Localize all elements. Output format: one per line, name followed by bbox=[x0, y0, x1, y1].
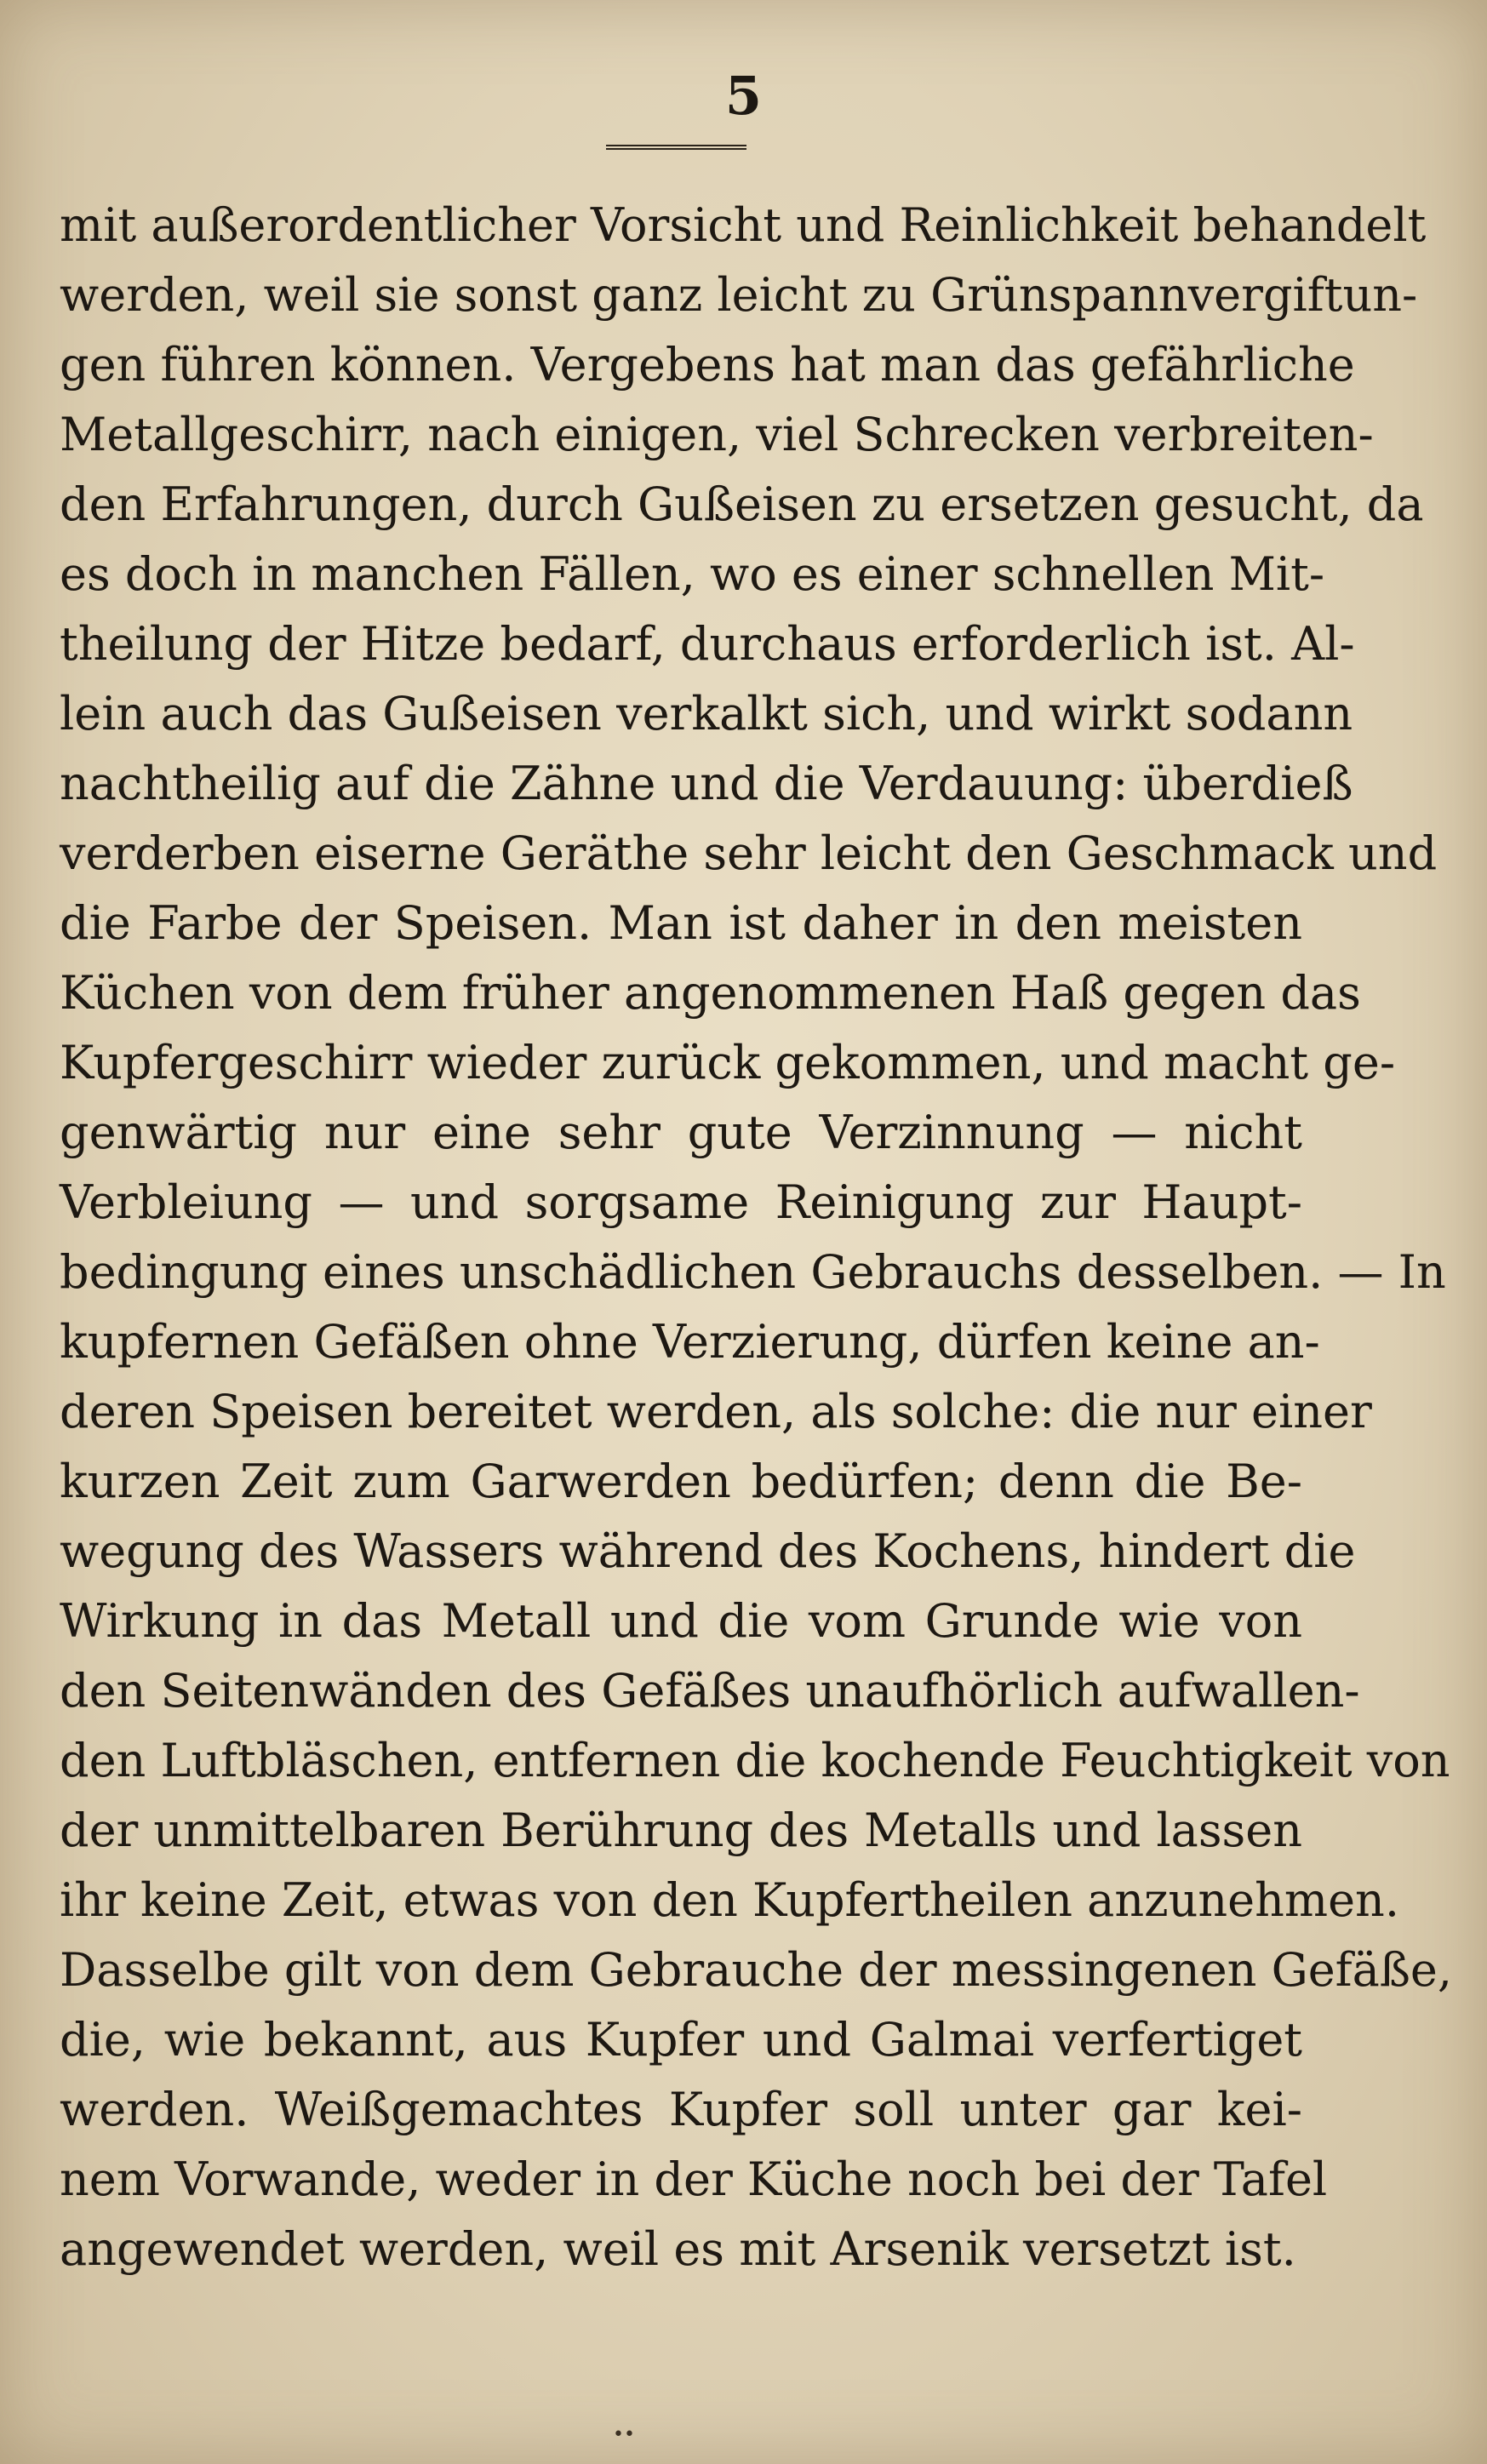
text-line: werden, weil sie sonst ganz leicht zu Grünspannvergiftun- bbox=[60, 268, 1418, 322]
text-line: Metallgeschirr, nach einigen, viel Schrecken verbreiten- bbox=[60, 408, 1374, 461]
text-line: die, wie bekannt, aus Kupfer und Galmai verfertiget bbox=[60, 2013, 1302, 2067]
text-line: Wirkung in das Metall und die vom Grunde wie von bbox=[60, 1594, 1302, 1648]
text-line: theilung der Hitze bedarf, durchaus erforderlich ist. Al- bbox=[60, 617, 1355, 671]
text-line: der unmittelbaren Berührung des Metalls und lassen bbox=[60, 1804, 1302, 1857]
text-line: verderben eiserne Geräthe sehr leicht den Geschmack und bbox=[60, 826, 1438, 880]
text-line: nem Vorwande, weder in der Küche noch bei der Tafel bbox=[60, 2152, 1328, 2206]
text-line: genwärtig nur eine sehr gute Verzinnung — nicht bbox=[60, 1106, 1302, 1159]
text-line: gen führen können. Vergebens hat man das gefährliche bbox=[60, 338, 1355, 392]
text-line: wegung des Wassers während des Kochens, hindert die bbox=[60, 1524, 1356, 1578]
text-line: lein auch das Gußeisen verkalkt sich, und wirkt sodann bbox=[60, 687, 1353, 740]
text-line: den Erfahrungen, durch Gußeisen zu ersetzen gesucht, da bbox=[60, 477, 1424, 531]
text-line: kupfernen Gefäßen ohne Verzierung, dürfen keine an- bbox=[60, 1315, 1320, 1369]
text-line: Küchen von dem früher angenommenen Haß gegen das bbox=[60, 966, 1361, 1020]
text-line: es doch in manchen Fällen, wo es einer schnellen Mit- bbox=[60, 547, 1325, 601]
text-line: ihr keine Zeit, etwas von den Kupfertheilen anzunehmen. bbox=[60, 1873, 1399, 1927]
text-line: Kupfergeschirr wieder zurück gekommen, und macht ge- bbox=[60, 1036, 1396, 1089]
page-number: 5 bbox=[724, 65, 763, 127]
text-line: den Seitenwänden des Gefäßes unaufhörlich aufwallen- bbox=[60, 1664, 1360, 1718]
text-line: bedingung eines unschädlichen Gebrauchs desselben. — In bbox=[60, 1245, 1446, 1299]
text-line: nachtheilig auf die Zähne und die Verdauung: überdieß bbox=[60, 757, 1353, 810]
header-rule bbox=[606, 145, 746, 150]
text-line: kurzen Zeit zum Garwerden bedürfen; denn die Be- bbox=[60, 1455, 1302, 1508]
text-line: die Farbe der Speisen. Man ist daher in den meisten bbox=[60, 896, 1302, 950]
text-line: werden. Weißgemachtes Kupfer soll unter gar kei- bbox=[60, 2083, 1302, 2136]
text-line-last: angewendet werden, weil es mit Arsenik versetzt ist. bbox=[60, 2222, 1296, 2276]
bottom-mark: •• bbox=[613, 2424, 635, 2445]
text-line: Verbleiung — und sorgsame Reinigung zur Haupt- bbox=[60, 1175, 1302, 1229]
text-line: deren Speisen bereitet werden, als solche: die nur einer bbox=[60, 1385, 1372, 1438]
text-line: Dasselbe gilt von dem Gebrauche der messingenen Gefäße, bbox=[60, 1943, 1453, 1997]
body-text bbox=[60, 191, 1453, 2284]
text-line: den Luftbläschen, entfernen die kochende Feuchtigkeit von bbox=[60, 1734, 1450, 1787]
text-line: mit außerordentlicher Vorsicht und Reinlichkeit behandelt bbox=[60, 198, 1427, 252]
